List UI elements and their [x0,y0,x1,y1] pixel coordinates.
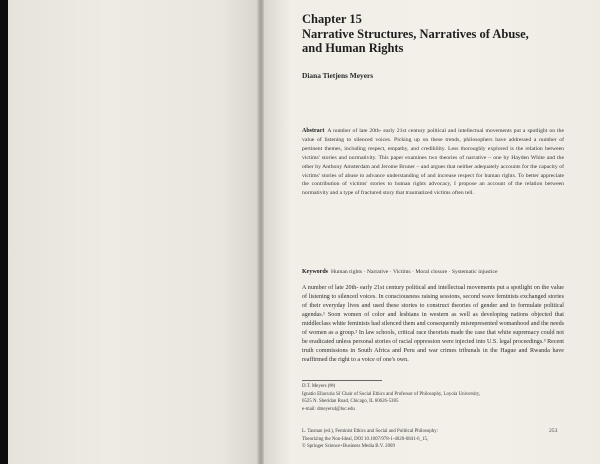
affiliation-line: 6525 N. Sheridan Road, Chicago, IL 60626-5385 [302,399,399,405]
citation-line: Theorizing the Non-Ideal, DOI 10.1007/978-1-4020-6841-6_15, [302,436,429,442]
affiliation-line: e-mail: dmeyers4@luc.edu [302,406,355,412]
abstract-text: A number of late 20th- early 21st century political and intellectual movements put a spotlight on the value of listening to silenced voices. Picking up on these trends, philosophers have addressed a number of pertinent themes, including respect, empathy, and credibility. Less thoroughly explored is the relation between victims' stories and normativity. This paper examines two theories of narrative – one by Hayden White and the other by Anthony Amsterdam and Jerome Bruner – and argues that neither adequately accounts for the capacity of victims' stories of abuse to advance understanding of and increase respect for human rights. To better appreciate the contribution of victims' stories to human rights advocacy, I propose an account of the relation between normativity and a type of fractured story that traumatized victims often tell. [302,128,564,197]
chapter-title-line: Narrative Structures, Narratives of Abuse, [302,27,529,41]
author-affiliation [302,383,564,413]
citation-line: L. Tasman (ed.), Feminist Ethics and Social and Political Philosophy: [302,429,438,434]
affiliation-line: Ignatio Ellacuria SJ Chair of Social Ethics and Professor of Philosophy, Loyola University, [302,391,481,397]
abstract [302,127,564,198]
chapter-title [302,27,562,55]
chapter-title-line: and Human Rights [302,41,404,55]
body-paragraph: A number of late 20th- early 21st century political and intellectual movements put a spotlight on the value of listening to silenced voices. In consciousness raising sessions, second wave feminists exchanged stories of their everyday lives and used these stories to construct theories of gender and to formulate political agendas.¹ Soon women of color and lesbians in western as well as developing nations objected that middleclass white feminists had silenced them and consequently misrepresented womanhood and the needs of women as a group.² In law schools, critical race theorists made the case that white supremacy could not be eradicated unless personal stories of racial oppression were injected into U.S. legal proceedings.³ Recent truth commissions in South Africa and Peru and war crimes tribunals in the Hague and Rwanda have reaffirmed the right to a voice of one's own. [302,285,564,363]
keywords [302,268,564,276]
left-blank-page [8,0,259,464]
abstract-label: Abstract [302,128,325,134]
footnote-rule [302,380,382,381]
book-citation [302,428,542,451]
page-number: 253 [549,428,558,434]
author-name: Diana Tietjens Meyers [302,71,374,80]
keywords-text: Human rights · Narrative · Victims · Moral closure · Systematic injustice [331,269,498,275]
chapter-number: Chapter 15 [302,12,362,26]
citation-line: © Springer Science+Business Media B.V. 2009 [302,444,395,450]
keywords-label: Keywords [302,269,328,275]
right-page [264,0,600,464]
affiliation-line: D.T. Meyers (✉) [302,384,336,389]
